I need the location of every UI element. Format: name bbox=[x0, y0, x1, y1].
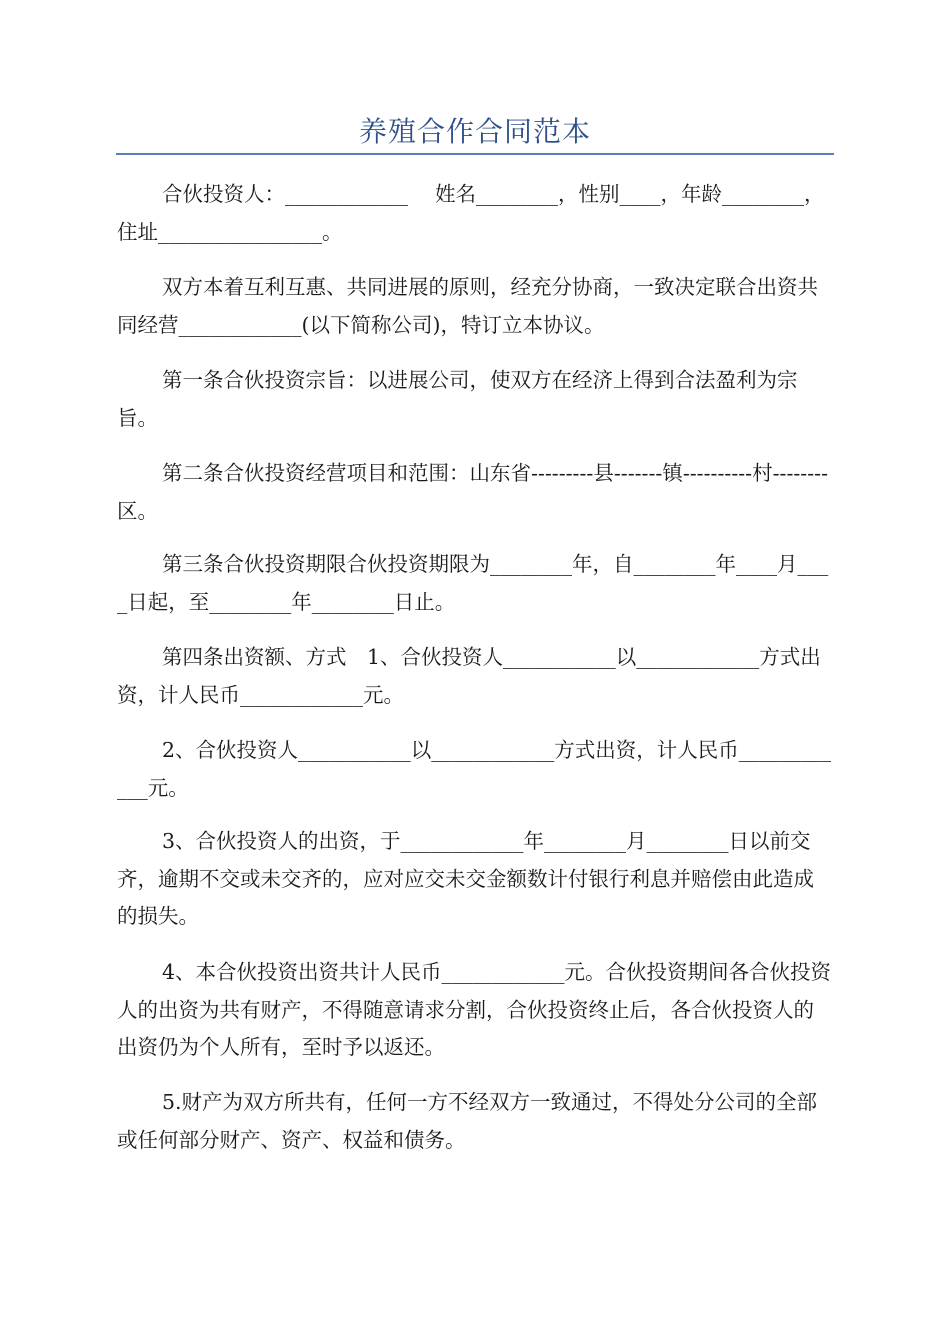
paragraph-article-4-item-3: 3、合伙投资人的出资，于____________年________月________日以前交齐，逾期不交或未交齐的，应对应交未交金额数计付银行利息并赔偿由此造成的损失。 bbox=[117, 829, 814, 928]
paragraph-investor-info: 合伙投资人：____________ 姓名________，性别____，年龄________，住址________________。 bbox=[117, 182, 825, 244]
title-underline bbox=[116, 153, 834, 155]
paragraph-article-4-item-2: 2、合伙投资人___________以____________方式出资，计人民币____________元。 bbox=[117, 738, 832, 800]
paragraph-article-2: 第二条合伙投资经营项目和范围：山东省---------县-------镇----------村--------区。 bbox=[117, 461, 829, 523]
paragraph-article-4-item-1: 第四条出资额、方式 1、合伙投资人___________以____________方式出资，计人民币____________元。 bbox=[117, 645, 821, 707]
paragraph-article-1: 第一条合伙投资宗旨：以进展公司，使双方在经济上得到合法盈利为宗旨。 bbox=[117, 368, 798, 430]
document-title: 养殖合作合同范本 bbox=[358, 115, 591, 148]
paragraph-article-4-item-5: 5.财产为双方所共有，任何一方不经双方一致通过，不得处分公司的全部或任何部分财产、资产、权益和债务。 bbox=[117, 1090, 818, 1152]
paragraph-preamble: 双方本着互利互惠、共同进展的原则，经充分协商，一致决定联合出资共同经营____________(以下简称公司)，特订立本协议。 bbox=[117, 275, 818, 337]
paragraph-article-3: 第三条合伙投资期限合伙投资期限为________年，自________年____月____日起，至________年________日止。 bbox=[117, 552, 829, 614]
paragraph-article-4-item-4: 4、本合伙投资出资共计人民币____________元。合伙投资期间各合伙投资人的出资为共有财产，不得随意请求分割，合伙投资终止后，各合伙投资人的出资仍为个人所有，至时予以返还。 bbox=[117, 960, 832, 1059]
